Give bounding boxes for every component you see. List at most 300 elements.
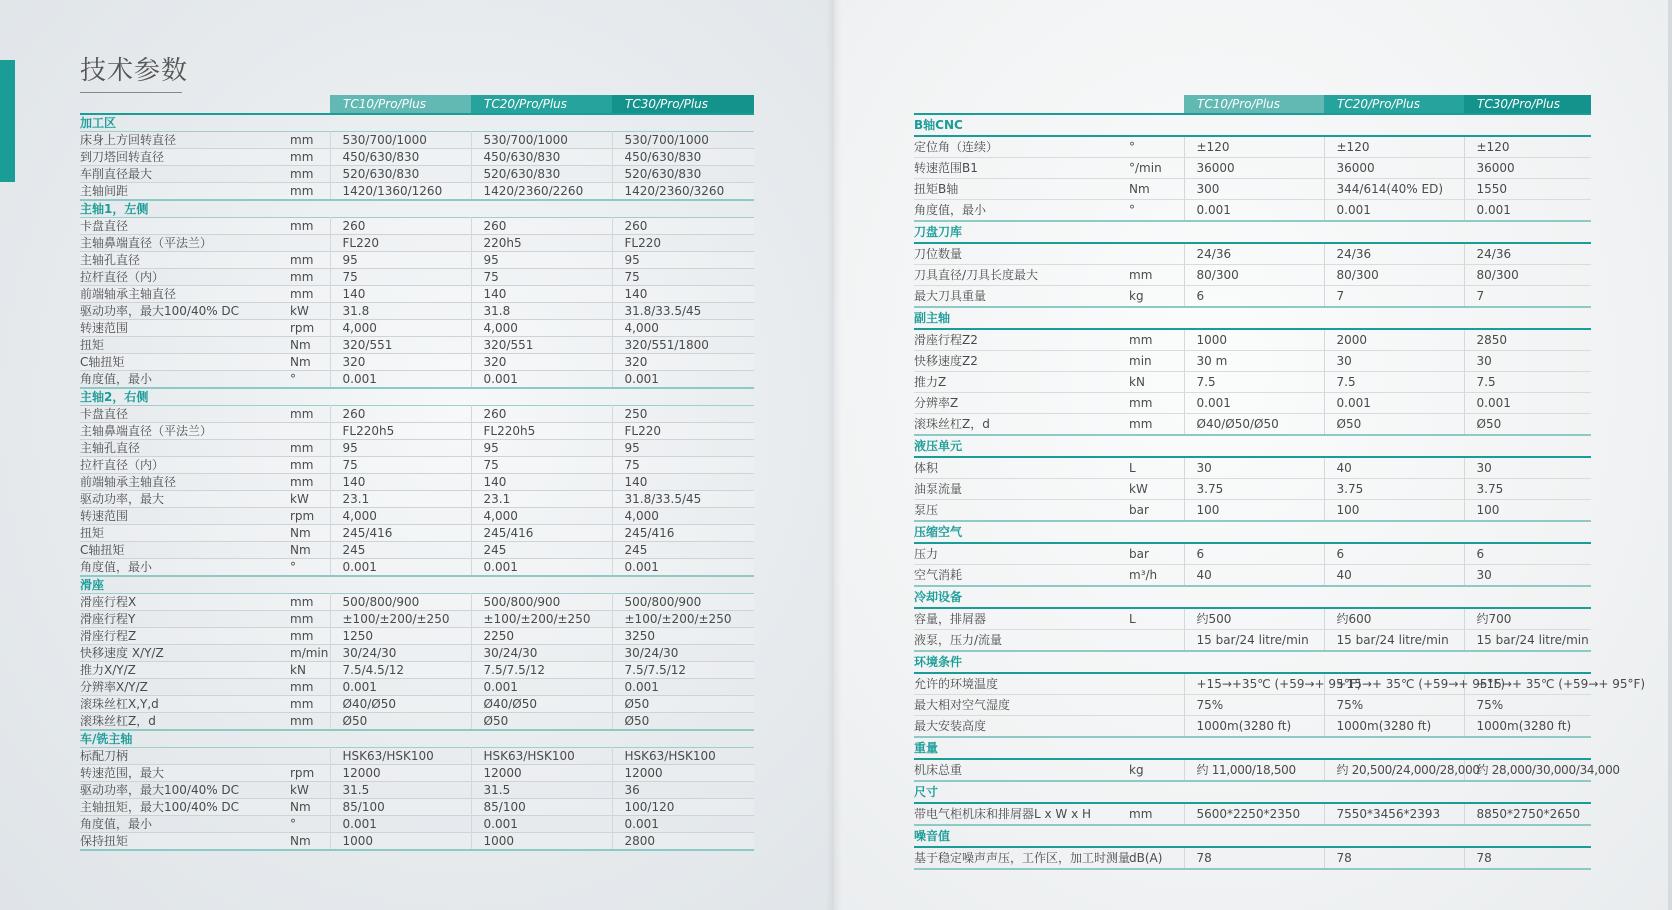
section-header [914,521,1591,543]
row-unit: kg [1129,763,1144,777]
row-label: 角度值，最小 [914,203,987,217]
value-cell-tc30: 30 [1464,351,1591,372]
value-cell-tc30: 1000m(3280 ft) [1464,716,1591,738]
value-cell-tc20: 40 [1324,565,1464,587]
table-row [80,525,754,542]
value-cell-tc10: 1000 [330,833,471,851]
table-row [914,372,1591,393]
value-cell-tc30: 140 [612,286,754,303]
title-underline [80,92,182,93]
value-cell-tc20: 260 [471,406,612,423]
value-cell-tc30: 6 [1464,543,1591,565]
value-cell-tc30: 36000 [1464,158,1591,179]
row-label: 卡盘直径 [80,407,129,421]
value-cell-tc20: 85/100 [471,799,612,816]
table-row [914,716,1591,738]
section-title: 滑座 [80,578,105,592]
value-cell-tc20: 7.5/7.5/12 [471,662,612,679]
row-unit: mm [1129,807,1153,821]
row-label: 转速范围 [80,509,129,523]
value-cell-tc20: 1000m(3280 ft) [1324,716,1464,738]
table-row [914,565,1591,587]
row-unit: mm [290,441,314,455]
row-unit: mm [290,407,314,421]
value-cell-tc30: 24/36 [1464,243,1591,265]
section-header [914,781,1591,803]
row-unit: kN [1129,375,1145,389]
value-cell-tc30: 250 [612,406,754,423]
row-unit: ° [290,560,296,574]
row-label: 驱动功率，最大 [80,492,165,506]
table-row [914,158,1591,179]
table-row [914,243,1591,265]
value-cell-tc10: 7.5 [1184,372,1324,393]
row-label: 前端轴承主轴直径 [80,287,177,301]
row-label: 拉杆直径（内） [80,270,165,284]
row-label: 床身上方回转直径 [80,133,177,147]
row-unit: min [1129,354,1152,368]
row-label: 滑座行程Z [80,629,137,643]
table-row [80,286,754,303]
section-header [914,737,1591,759]
row-label: 机床总重 [914,763,963,777]
value-cell-tc10: 320 [330,354,471,371]
row-label: 转速范围 [80,321,129,335]
value-cell-tc20: 1420/2360/2260 [471,183,612,201]
section-title: 液压单元 [914,439,963,453]
table-row [914,414,1591,436]
value-cell-tc30: 3.75 [1464,479,1591,500]
table-row [914,630,1591,652]
table-row [914,695,1591,716]
value-cell-tc20: 0.001 [471,816,612,833]
row-unit: mm [290,287,314,301]
accent-bar [0,60,15,182]
value-cell-tc30: HSK63/HSK100 [612,748,754,765]
row-unit: rpm [290,766,315,780]
row-label: 转速范围，最大 [80,766,165,780]
value-cell-tc20: Ø50 [1324,414,1464,436]
value-cell-tc20: 95 [471,440,612,457]
value-cell-tc30: 245 [612,542,754,559]
row-label: 驱动功率，最大100/40% DC [80,783,240,797]
table-row [80,457,754,474]
value-cell-tc20: 7550*3456*2393 [1324,803,1464,825]
row-label: 转速范围B1 [914,161,978,175]
value-cell-tc20: 344/614(40% ED) [1324,179,1464,200]
row-label: 滑座行程Y [80,612,136,626]
value-cell-tc10: ±120 [1184,136,1324,158]
row-label: 车削直径最大 [80,167,153,181]
value-cell-tc10: 0.001 [1184,200,1324,222]
row-label: 滑座行程X [80,595,137,609]
table-row [80,594,754,611]
row-unit: ° [290,372,296,386]
value-cell-tc10: Ø40/Ø50/Ø50 [1184,414,1324,436]
table-row [80,696,754,713]
row-unit: mm [1129,268,1153,282]
row-unit: °/min [1129,161,1162,175]
value-cell-tc30: 320/551/1800 [612,337,754,354]
row-unit [290,748,330,765]
value-cell-tc10: 24/36 [1184,243,1324,265]
value-cell-tc10: 500/800/900 [330,594,471,611]
section-header [914,825,1591,847]
table-row [914,393,1591,414]
row-unit: Nm [1129,182,1150,196]
value-cell-tc30: 0.001 [1464,200,1591,222]
value-cell-tc10: 15 bar/24 litre/min [1184,630,1324,652]
table-row [80,132,754,149]
section-header [914,586,1591,608]
table-row [80,218,754,235]
table-row [914,759,1591,781]
section-title: B轴CNC [914,118,963,132]
value-cell-tc10: 6 [1184,286,1324,308]
value-cell-tc10: 23.1 [330,491,471,508]
section-title: 尺寸 [914,785,939,799]
value-cell-tc20: 0.001 [471,679,612,696]
table-row [80,816,754,833]
value-cell-tc30: 31.8/33.5/45 [612,303,754,320]
page-edge [1668,0,1672,910]
row-unit: bar [1129,547,1149,561]
row-unit: mm [290,150,314,164]
value-cell-tc20: 15 bar/24 litre/min [1324,630,1464,652]
column-header-tc30: TC30/Pro/Plus [612,95,754,114]
value-cell-tc30: 520/630/830 [612,166,754,183]
column-header-tc20: TC20/Pro/Plus [1324,95,1464,114]
row-label: 主轴鼻端直径（平法兰） [80,236,213,250]
value-cell-tc20: 220h5 [471,235,612,252]
row-unit: mm [290,714,314,728]
row-label: 快移速度Z2 [914,354,978,368]
value-cell-tc10: 85/100 [330,799,471,816]
table-row [80,713,754,731]
row-unit: Nm [290,543,311,557]
table-row [80,235,754,252]
value-cell-tc10: 5600*2250*2350 [1184,803,1324,825]
value-cell-tc10: FL220 [330,235,471,252]
value-cell-tc30: 0.001 [612,559,754,577]
row-unit [1129,673,1184,695]
value-cell-tc30: 4,000 [612,508,754,525]
section-title: 车/铣主轴 [80,732,133,746]
row-label: 快移速度 X/Y/Z [80,646,164,660]
row-label: 扭矩B轴 [914,182,959,196]
table-row [80,833,754,851]
row-unit: mm [290,270,314,284]
value-cell-tc30: 95 [612,252,754,269]
value-cell-tc10: 约500 [1184,608,1324,630]
table-row [80,611,754,628]
table-row [80,679,754,696]
value-cell-tc20: 320 [471,354,612,371]
row-label: 基于稳定噪声声压，工作区，加工时测量 [914,851,1131,865]
table-row [914,351,1591,372]
value-cell-tc30: 100 [1464,500,1591,522]
value-cell-tc20: 245/416 [471,525,612,542]
row-unit: mm [290,595,314,609]
value-cell-tc20: 2250 [471,628,612,645]
row-unit: ° [1129,203,1135,217]
value-cell-tc20: 260 [471,218,612,235]
value-cell-tc30: 245/416 [612,525,754,542]
table-row [80,782,754,799]
section-title: 加工区 [80,116,117,130]
value-cell-tc30: 75 [612,269,754,286]
value-cell-tc30: Ø50 [612,713,754,731]
value-cell-tc10: 1000 [1184,329,1324,351]
value-cell-tc30: 4,000 [612,320,754,337]
section-title: 主轴1，左侧 [80,202,149,216]
value-cell-tc20: 450/630/830 [471,149,612,166]
value-cell-tc30: 0.001 [612,371,754,389]
table-row [80,303,754,320]
section-header [80,388,754,406]
value-cell-tc10: 75 [330,269,471,286]
value-cell-tc30: 30 [1464,457,1591,479]
row-unit: kW [1129,482,1148,496]
table-row [914,136,1591,158]
row-label: 带电气柜机床和排屑器L x W x H [914,807,1092,821]
value-cell-tc20: 7 [1324,286,1464,308]
section-title: 压缩空气 [914,525,963,539]
table-row [80,354,754,371]
table-row [914,286,1591,308]
value-cell-tc30: 100/120 [612,799,754,816]
table-row [80,183,754,201]
value-cell-tc10: 4,000 [330,320,471,337]
column-header-tc30: TC30/Pro/Plus [1464,95,1591,114]
header-blank [80,95,330,114]
value-cell-tc20: 4,000 [471,508,612,525]
value-cell-tc20: 0.001 [471,371,612,389]
row-unit [290,235,330,252]
value-cell-tc20: 7.5 [1324,372,1464,393]
section-header [914,651,1591,673]
table-row [914,608,1591,630]
value-cell-tc30: ±100/±200/±250 [612,611,754,628]
value-cell-tc20: Ø40/Ø50 [471,696,612,713]
page-title: 技术参数 [80,56,189,86]
row-unit: mm [290,697,314,711]
value-cell-tc10: 1000m(3280 ft) [1184,716,1324,738]
value-cell-tc10: 4,000 [330,508,471,525]
value-cell-tc20: 78 [1324,847,1464,869]
value-cell-tc30: 7.5/7.5/12 [612,662,754,679]
value-cell-tc30: 8850*2750*2650 [1464,803,1591,825]
row-label: 空气消耗 [914,568,963,582]
value-cell-tc20: 0.001 [1324,393,1464,414]
value-cell-tc10: 7.5/4.5/12 [330,662,471,679]
row-label: 滑座行程Z2 [914,333,978,347]
value-cell-tc20: ±100/±200/±250 [471,611,612,628]
row-label: 主轴孔直径 [80,253,141,267]
value-cell-tc10: 245/416 [330,525,471,542]
row-unit: mm [290,219,314,233]
value-cell-tc20: 40 [1324,457,1464,479]
value-cell-tc10: 95 [330,252,471,269]
section-header [80,200,754,218]
row-unit [1129,630,1184,652]
value-cell-tc10: 100 [1184,500,1324,522]
value-cell-tc10: 520/630/830 [330,166,471,183]
value-cell-tc30: 3250 [612,628,754,645]
value-cell-tc20: 245 [471,542,612,559]
row-label: 分辨率Z [914,396,959,410]
value-cell-tc20: 530/700/1000 [471,132,612,149]
row-label: 保持扭矩 [80,834,129,848]
value-cell-tc20: 500/800/900 [471,594,612,611]
row-label: 滚珠丝杠X,Y,d [80,697,159,711]
row-unit: kN [290,663,306,677]
value-cell-tc30: 260 [612,218,754,235]
value-cell-tc20: 2000 [1324,329,1464,351]
section-title: 主轴2，右侧 [80,390,149,404]
table-row [80,645,754,662]
value-cell-tc30: FL220 [612,423,754,440]
value-cell-tc10: FL220h5 [330,423,471,440]
row-label: 主轴孔直径 [80,441,141,455]
row-unit [1129,243,1184,265]
row-unit [290,423,330,440]
value-cell-tc10: 0.001 [330,679,471,696]
value-cell-tc30: 7 [1464,286,1591,308]
row-unit: ° [1129,140,1135,154]
value-cell-tc30: Ø50 [1464,414,1591,436]
section-header [914,221,1591,243]
table-row [914,457,1591,479]
column-header-tc20: TC20/Pro/Plus [471,95,612,114]
value-cell-tc20: 4,000 [471,320,612,337]
row-label: 体积 [914,461,939,475]
row-label: 推力X/Y/Z [80,663,136,677]
row-unit: rpm [290,509,315,523]
value-cell-tc10: 0.001 [330,559,471,577]
row-unit: Nm [290,834,311,848]
row-unit: mm [290,458,314,472]
table-row [80,371,754,389]
value-cell-tc30: 80/300 [1464,265,1591,286]
value-cell-tc10: 78 [1184,847,1324,869]
value-cell-tc30: +15→+ 35℃ (+59→+ 95°F) [1464,673,1591,695]
value-cell-tc10: 530/700/1000 [330,132,471,149]
row-label: 刀具直径/刀具长度最大 [914,268,1039,282]
table-row [80,799,754,816]
row-unit: L [1129,612,1136,626]
row-label: 卡盘直径 [80,219,129,233]
row-unit [1129,695,1184,716]
row-unit: mm [1129,396,1153,410]
value-cell-tc10: 12000 [330,765,471,782]
value-cell-tc20: 3.75 [1324,479,1464,500]
row-unit: ° [290,817,296,831]
section-header [80,730,754,748]
section-header [914,435,1591,457]
table-row [80,149,754,166]
row-unit: Nm [290,800,311,814]
row-label: 容量，排屑器 [914,612,987,626]
value-cell-tc10: 260 [330,406,471,423]
table-row [914,803,1591,825]
row-unit: L [1129,461,1136,475]
table-row [80,252,754,269]
table-row [914,179,1591,200]
value-cell-tc20: 80/300 [1324,265,1464,286]
table-row [80,423,754,440]
value-cell-tc20: 31.8 [471,303,612,320]
value-cell-tc30: 140 [612,474,754,491]
row-unit: mm [1129,417,1153,431]
row-label: C轴扭矩 [80,355,125,369]
value-cell-tc10: 36000 [1184,158,1324,179]
row-unit: m³/h [1129,568,1158,582]
value-cell-tc20: ±120 [1324,136,1464,158]
value-cell-tc30: 75 [612,457,754,474]
value-cell-tc30: 30 [1464,565,1591,587]
table-row [80,406,754,423]
value-cell-tc10: 6 [1184,543,1324,565]
row-unit: mm [290,184,314,198]
row-label: 驱动功率，最大100/40% DC [80,304,240,318]
value-cell-tc20: HSK63/HSK100 [471,748,612,765]
row-unit: mm [290,629,314,643]
value-cell-tc10: 95 [330,440,471,457]
table-row [80,628,754,645]
value-cell-tc30: 78 [1464,847,1591,869]
row-label: 前端轴承主轴直径 [80,475,177,489]
value-cell-tc10: 450/630/830 [330,149,471,166]
value-cell-tc10: 140 [330,474,471,491]
value-cell-tc10: 260 [330,218,471,235]
row-label: 主轴鼻端直径（平法兰） [80,424,213,438]
value-cell-tc20: 75% [1324,695,1464,716]
row-unit: mm [290,253,314,267]
section-header [914,114,1591,136]
value-cell-tc20: 100 [1324,500,1464,522]
value-cell-tc10: +15→+35℃ (+59→+ 95°F) [1184,673,1324,695]
row-unit: mm [1129,333,1153,347]
value-cell-tc30: 约 28,000/30,000/34,000 [1464,759,1591,781]
value-cell-tc10: 320/551 [330,337,471,354]
value-cell-tc30: 30/24/30 [612,645,754,662]
row-label: 最大安装高度 [914,719,987,733]
table-header-row [914,95,1591,114]
value-cell-tc20: 6 [1324,543,1464,565]
value-cell-tc30: 15 bar/24 litre/min [1464,630,1591,652]
section-title: 刀盘刀库 [914,225,963,239]
value-cell-tc30: ±120 [1464,136,1591,158]
table-row [80,559,754,577]
value-cell-tc30: Ø50 [612,696,754,713]
value-cell-tc20: 23.1 [471,491,612,508]
value-cell-tc20: 75 [471,457,612,474]
section-title: 环境条件 [914,655,963,669]
value-cell-tc20: 36000 [1324,158,1464,179]
row-label: 允许的环境温度 [914,677,999,691]
value-cell-tc10: 75 [330,457,471,474]
value-cell-tc20: 0.001 [1324,200,1464,222]
table-row [80,542,754,559]
row-label: 主轴扭矩，最大100/40% DC [80,800,240,814]
row-label: 角度值，最小 [80,817,153,831]
value-cell-tc10: ±100/±200/±250 [330,611,471,628]
table-row [914,500,1591,522]
table-row [914,479,1591,500]
row-unit: bar [1129,503,1149,517]
row-label: 最大刀具重量 [914,289,987,303]
